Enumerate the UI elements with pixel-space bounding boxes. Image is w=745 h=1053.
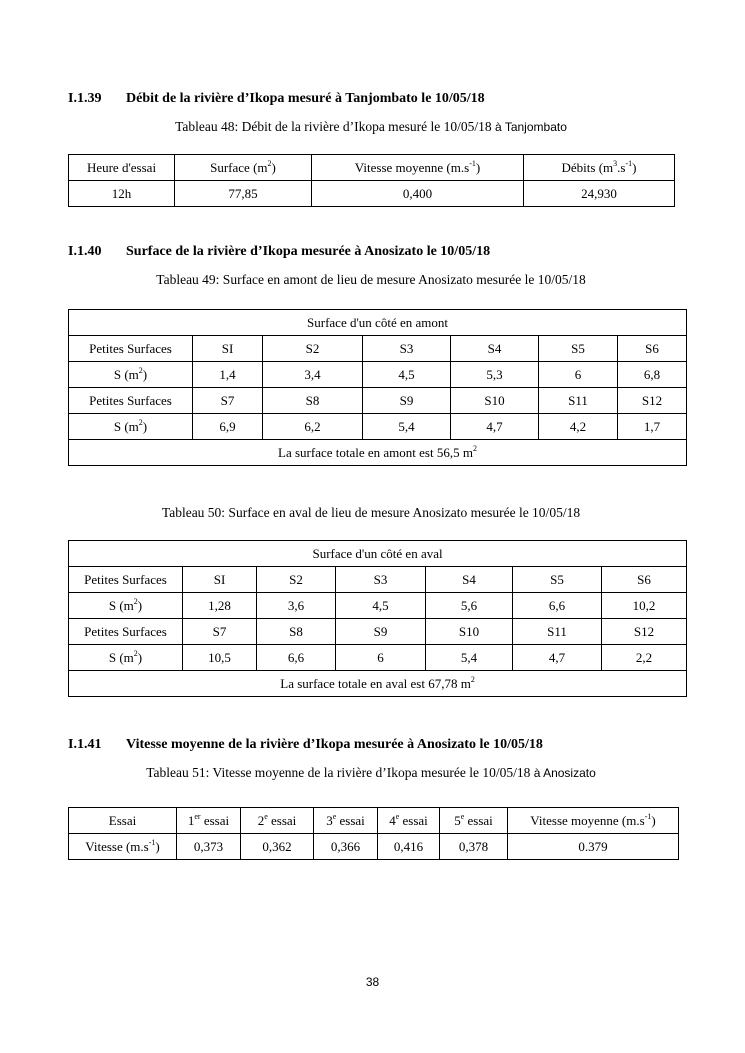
section-title: Surface de la rivière d’Ikopa mesurée à Anosizato le 10/05/18 [126, 244, 491, 259]
table-cell: 6 [336, 645, 426, 671]
table-cell: S7 [193, 388, 263, 414]
table-title-row [69, 310, 687, 336]
table-cell: 0,400 [312, 181, 524, 207]
row-label: Petites Surfaces [69, 388, 193, 414]
table-cell: 6,6 [513, 593, 602, 619]
table-cell: S4 [451, 336, 539, 362]
total-cell: La surface totale en amont est 56,5 $m^2$ [69, 440, 687, 466]
page-number: 38 [365, 975, 380, 989]
table-cell: 1,7 [618, 414, 687, 440]
table-cell: 10,5 [183, 645, 257, 671]
row-label: S $(m^2)$ [69, 362, 193, 388]
table-row [69, 336, 687, 362]
table-cell: 5,6 [426, 593, 513, 619]
table-cell: S12 [602, 619, 687, 645]
header-cell: Heure d'essai [69, 155, 175, 181]
header-cell: 4e essai [378, 808, 440, 834]
table-cell: 5,3 [451, 362, 539, 388]
table-cell: S8 [263, 388, 363, 414]
table-cell: 5,4 [363, 414, 451, 440]
header-cell: Vitesse moyenne $(m.s^{-1})$ [312, 155, 524, 181]
table-48 [68, 154, 675, 207]
table-cell: S11 [539, 388, 618, 414]
table-cell: 4,7 [451, 414, 539, 440]
table-cell: 24,930 [524, 181, 675, 207]
table-cell: S10 [451, 388, 539, 414]
table-cell: SI [183, 567, 257, 593]
table-row [69, 388, 687, 414]
section-title: Vitesse moyenne de la rivière d’Ikopa mesurée à Anosizato le 10/05/18 [126, 737, 543, 752]
table-cell: 4,2 [539, 414, 618, 440]
table-cell: 6 [539, 362, 618, 388]
row-label: S $(m^2)$ [69, 414, 193, 440]
table-cell: S6 [618, 336, 687, 362]
table-row [69, 834, 679, 860]
row-label: Petites Surfaces [69, 619, 183, 645]
table-total-row [69, 671, 687, 697]
row-label: S $(m^2)$ [69, 645, 183, 671]
table-title-cell: Surface d'un côté en aval [69, 541, 687, 567]
table-cell: S7 [183, 619, 257, 645]
table-total-row [69, 440, 687, 466]
header-cell: 5e essai [440, 808, 508, 834]
table-cell: 6,6 [257, 645, 336, 671]
table-cell: S9 [336, 619, 426, 645]
table-cell: 3,6 [257, 593, 336, 619]
section-number: I.1.39 [68, 91, 102, 106]
table-cell: S3 [336, 567, 426, 593]
table-header-row [69, 808, 679, 834]
table-row [69, 619, 687, 645]
table-header-row [69, 155, 675, 181]
table-cell: 4,7 [513, 645, 602, 671]
table-row [69, 362, 687, 388]
table-title-row [69, 541, 687, 567]
table-row [69, 593, 687, 619]
table-cell: S11 [513, 619, 602, 645]
table-cell: 1,4 [193, 362, 263, 388]
header-cell: Débits $(m^3.s^{-1})$ [524, 155, 675, 181]
table-cell: 6,8 [618, 362, 687, 388]
table-cell: S6 [602, 567, 687, 593]
table-50-caption: Tableau 50: Surface en aval de lieu de mesure Anosizato mesurée le 10/05/18 [161, 505, 581, 520]
table-cell: 0,362 [241, 834, 314, 860]
header-cell: 1er essai [177, 808, 241, 834]
table-cell: 0,378 [440, 834, 508, 860]
table-48-caption: Tableau 48: Débit de la rivière d’Ikopa mesuré le 10/05/18 à Tanjombato [175, 119, 567, 134]
table-51-caption: Tableau 51: Vitesse moyenne de la rivière d’Ikopa mesurée le 10/05/18 à Anosizato [146, 765, 596, 780]
header-cell: Essai [69, 808, 177, 834]
table-cell: 0,373 [177, 834, 241, 860]
row-label: Petites Surfaces [69, 567, 183, 593]
header-cell: 2e essai [241, 808, 314, 834]
header-cell: 3e essai [314, 808, 378, 834]
table-49 [68, 309, 687, 466]
table-cell: SI [193, 336, 263, 362]
header-cell: Surface $(m^2)$ [175, 155, 312, 181]
table-cell: 0,366 [314, 834, 378, 860]
table-cell: 6,9 [193, 414, 263, 440]
section-heading-141 [68, 737, 688, 755]
table-50 [68, 540, 687, 697]
table-cell: S12 [618, 388, 687, 414]
table-row [69, 181, 675, 207]
table-cell: 2,2 [602, 645, 687, 671]
table-title-cell: Surface d'un côté en amont [69, 310, 687, 336]
table-cell: S8 [257, 619, 336, 645]
table-cell: 10,2 [602, 593, 687, 619]
section-heading-140 [68, 244, 688, 262]
table-cell: S2 [263, 336, 363, 362]
table-row [69, 645, 687, 671]
table-row [69, 414, 687, 440]
section-number: I.1.40 [68, 244, 102, 259]
table-cell: 4,5 [336, 593, 426, 619]
table-cell: S2 [257, 567, 336, 593]
table-cell: 0.379 [508, 834, 679, 860]
table-51 [68, 807, 679, 860]
row-label: S $(m^2)$ [69, 593, 183, 619]
table-cell: 0,416 [378, 834, 440, 860]
table-row [69, 567, 687, 593]
table-cell: 5,4 [426, 645, 513, 671]
table-cell: 4,5 [363, 362, 451, 388]
section-heading-139 [68, 91, 688, 109]
table-cell: S5 [513, 567, 602, 593]
table-cell: 3,4 [263, 362, 363, 388]
table-cell: 6,2 [263, 414, 363, 440]
total-cell: La surface totale en aval est 67,78 $m^2$ [69, 671, 687, 697]
table-cell: S10 [426, 619, 513, 645]
table-cell: S4 [426, 567, 513, 593]
table-cell: S3 [363, 336, 451, 362]
table-cell: S5 [539, 336, 618, 362]
row-label: Vitesse $(m.s^{-1})$ [69, 834, 177, 860]
header-cell: Vitesse moyenne $(m.s^{-1})$ [508, 808, 679, 834]
table-cell: S9 [363, 388, 451, 414]
section-title: Débit de la rivière d’Ikopa mesuré à Tanjombato le 10/05/18 [126, 91, 485, 106]
section-number: I.1.41 [68, 737, 102, 752]
table-cell: 12h [69, 181, 175, 207]
table-49-caption: Tableau 49: Surface en amont de lieu de mesure Anosizato mesurée le 10/05/18 [156, 272, 586, 287]
table-cell: 77,85 [175, 181, 312, 207]
row-label: Petites Surfaces [69, 336, 193, 362]
table-cell: 1,28 [183, 593, 257, 619]
